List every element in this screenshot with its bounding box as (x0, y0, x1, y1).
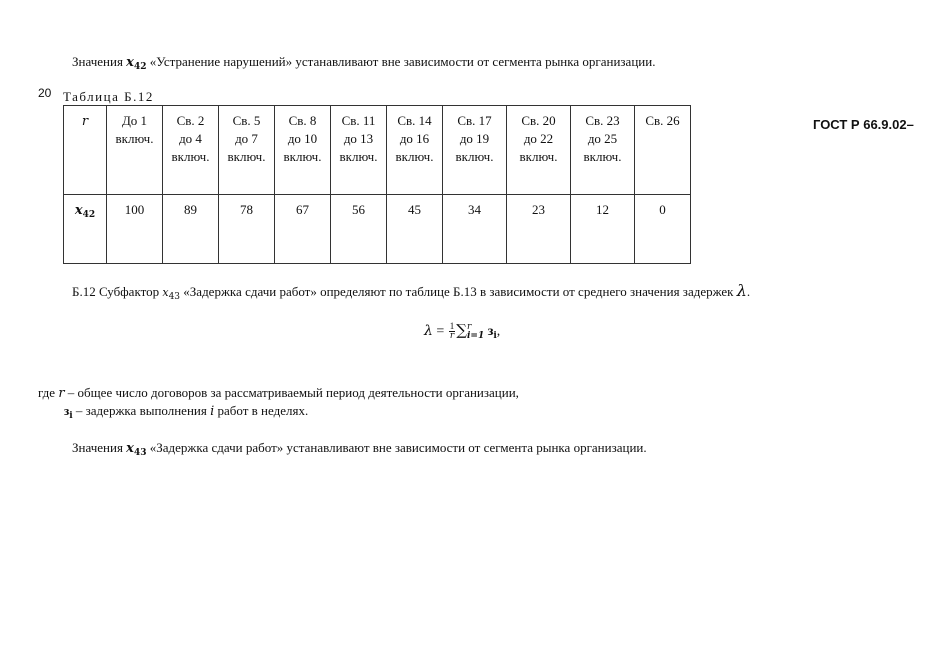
formula-lambda: λ = $\frac{1}{r}$ ∑ r i=1 $з_i$, (424, 321, 501, 342)
para3-prefix: Значения (72, 440, 123, 455)
where-line-1: где r – общее число договоров за рассматриваемый период деятельности организации, (38, 385, 519, 401)
table-data-row (64, 195, 691, 264)
formula-lhs: λ (424, 323, 433, 339)
sum-limits: r i=1 (467, 321, 485, 341)
header-cell: Св. 11 до 13 включ. (331, 106, 387, 195)
where-line-2: $з_i$ – задержка выполнения i работ в неделях. (64, 403, 309, 421)
value-cell: 89 (163, 195, 219, 264)
sum-symbol: ∑ (456, 321, 467, 339)
header-cell: Св. 26 (635, 106, 691, 195)
value-cell: 67 (275, 195, 331, 264)
header-cell-r: r (64, 106, 107, 195)
table-b12 (63, 105, 691, 264)
value-cell: 23 (507, 195, 571, 264)
para3-text: «Задержка сдачи работ» устанавливают вне зависимости от сегмента рынка организации. (149, 440, 647, 455)
formula-fraction: $\frac{1}{r}$ (449, 321, 455, 342)
lambda-symbol: λ (736, 281, 747, 300)
para1-prefix: Значения (72, 54, 123, 69)
para2-prefix: Б.12 Субфактор (72, 284, 160, 299)
document-header: ГОСТ Р 66.9.02– (813, 117, 914, 132)
para1-text: «Устранение нарушений» устанавливают вне зависимости от сегмента рынка организации. (149, 54, 656, 69)
value-cell: 56 (331, 195, 387, 264)
formula-term: $з_i$ (487, 324, 497, 341)
header-cell: До 1 включ. (107, 106, 163, 195)
value-cell: 78 (219, 195, 275, 264)
value-cell: 100 (107, 195, 163, 264)
table-caption: Таблица Б.12 (63, 89, 154, 104)
header-cell: Св. 20 до 22 включ. (507, 106, 571, 195)
paragraph-x43-note (72, 440, 647, 461)
para2-text: «Задержка сдачи работ» определяют по таблице Б.13 в зависимости от среднего значения задержек (183, 284, 734, 299)
var-x43: $x_{43}$ (162, 286, 181, 302)
value-cell: 34 (443, 195, 507, 264)
var-x43-bold: $x_{43}$ (126, 441, 147, 458)
header-cell: Св. 14 до 16 включ. (387, 106, 443, 195)
formula-eq: = (436, 324, 445, 339)
value-cell: 0 (635, 195, 691, 264)
page-number: 20 (38, 86, 52, 100)
paragraph-b12-subfactor: Б.12 Субфактор $x_{43}$ «Задержка сдачи работ» определяют по таблице Б.13 в зависимости от среднего значения задержек λ. (72, 281, 751, 302)
header-cell: Св. 8 до 10 включ. (275, 106, 331, 195)
var-x42: $x_{42}$ (126, 55, 147, 72)
value-cell: 45 (387, 195, 443, 264)
value-cell: 12 (571, 195, 635, 264)
header-cell: Св. 2 до 4 включ. (163, 106, 219, 195)
header-cell: Св. 5 до 7 включ. (219, 106, 275, 195)
header-cell: Св. 23 до 25 включ. (571, 106, 635, 195)
paragraph-x42-note (72, 54, 655, 75)
header-cell: Св. 17 до 19 включ. (443, 106, 507, 195)
row-label-x42: $x_{42}$ (64, 195, 107, 264)
table-header-row (64, 106, 691, 195)
